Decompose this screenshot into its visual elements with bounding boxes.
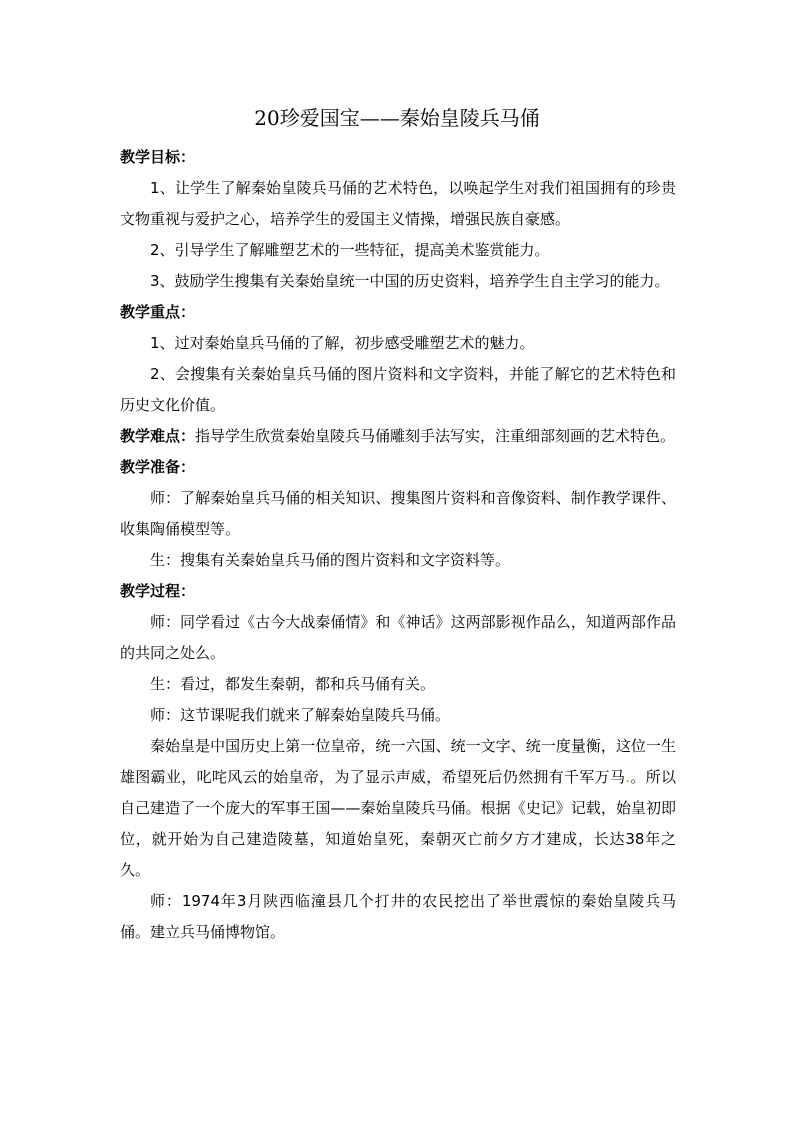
document-body bbox=[120, 142, 676, 948]
preparation-item-teacher: 师：了解秦始皇兵马俑的相关知识、搜集图片资料和音像资料、制作教学课件、收集陶俑模型等。 bbox=[120, 489, 676, 538]
document-title: 20珍爱国宝——秦始皇陵兵马俑 bbox=[254, 106, 540, 130]
preparation-item-student: 生：搜集有关秦始皇兵马俑的图片资料和文字资料等。 bbox=[150, 551, 511, 569]
key-point-item-2: 2、会搜集有关秦始皇兵马俑的图片资料和文字资料，并能了解它的艺术特色和历史文化价值。 bbox=[120, 365, 676, 414]
process-item-3: 师：这节课呢我们就来了解秦始皇陵兵马俑。 bbox=[150, 706, 451, 724]
process-item-2: 生：看过，都发生秦朝，都和兵马俑有关。 bbox=[150, 675, 436, 693]
process-history-paragraph bbox=[120, 731, 676, 886]
goal-item-3: 3、鼓励学生搜集有关秦始皇统一中国的历史资料，培养学生自主学习的能力。 bbox=[150, 272, 670, 290]
key-points-heading: 教学重点： bbox=[120, 303, 196, 321]
goal-item-1: 1、让学生了解秦始皇陵兵马俑的艺术特色，以唤起学生对我们祖国拥有的珍贵文物重视与爱护之心，培养学生的爱国主义情操，增强民族自豪感。 bbox=[120, 179, 676, 228]
difficulty-text: 指导学生欣赏秦始皇陵兵马俑雕刻手法写实，注重细部刻画的艺术特色。 bbox=[195, 427, 676, 445]
key-point-item-1: 1、过对秦始皇兵马俑的了解，初步感受雕塑艺术的魅力。 bbox=[150, 334, 535, 352]
history-text-part2: 。所以自己建造了一个庞大的军事王国——秦始皇陵兵马俑。根据《史记》记载，始皇初即位，就开始为自己建造陵墓，知道始皇死，秦朝灭亡前夕方才建成，长达38年之久。 bbox=[120, 768, 676, 879]
difficulty-paragraph bbox=[120, 421, 676, 452]
history-text-dot: . bbox=[625, 768, 631, 786]
difficulty-heading: 教学难点： bbox=[120, 427, 196, 445]
process-heading: 教学过程： bbox=[120, 582, 196, 600]
process-final-paragraph: 师：1974年3月陕西临潼县几个打井的农民挖出了举世震惊的秦始皇陵兵马俑。建立兵马俑博物馆。 bbox=[120, 892, 676, 941]
process-item-1: 师：同学看过《古今大战秦俑情》和《神话》这两部影视作品么，知道两部作品的共同之处么。 bbox=[120, 613, 676, 662]
history-text-part1: 秦始皇是中国历史上第一位皇帝，统一六国、统一文字、统一度量衡，这位一生雄图霸业，叱咤风云的始皇帝，为了显示声威，希望死后仍然拥有千军万马 bbox=[120, 737, 676, 786]
goal-item-2: 2、引导学生了解雕塑艺术的一些特征，提高美术鉴赏能力。 bbox=[150, 241, 550, 259]
goals-heading: 教学目标： bbox=[120, 148, 196, 166]
preparation-heading: 教学准备： bbox=[120, 458, 196, 476]
